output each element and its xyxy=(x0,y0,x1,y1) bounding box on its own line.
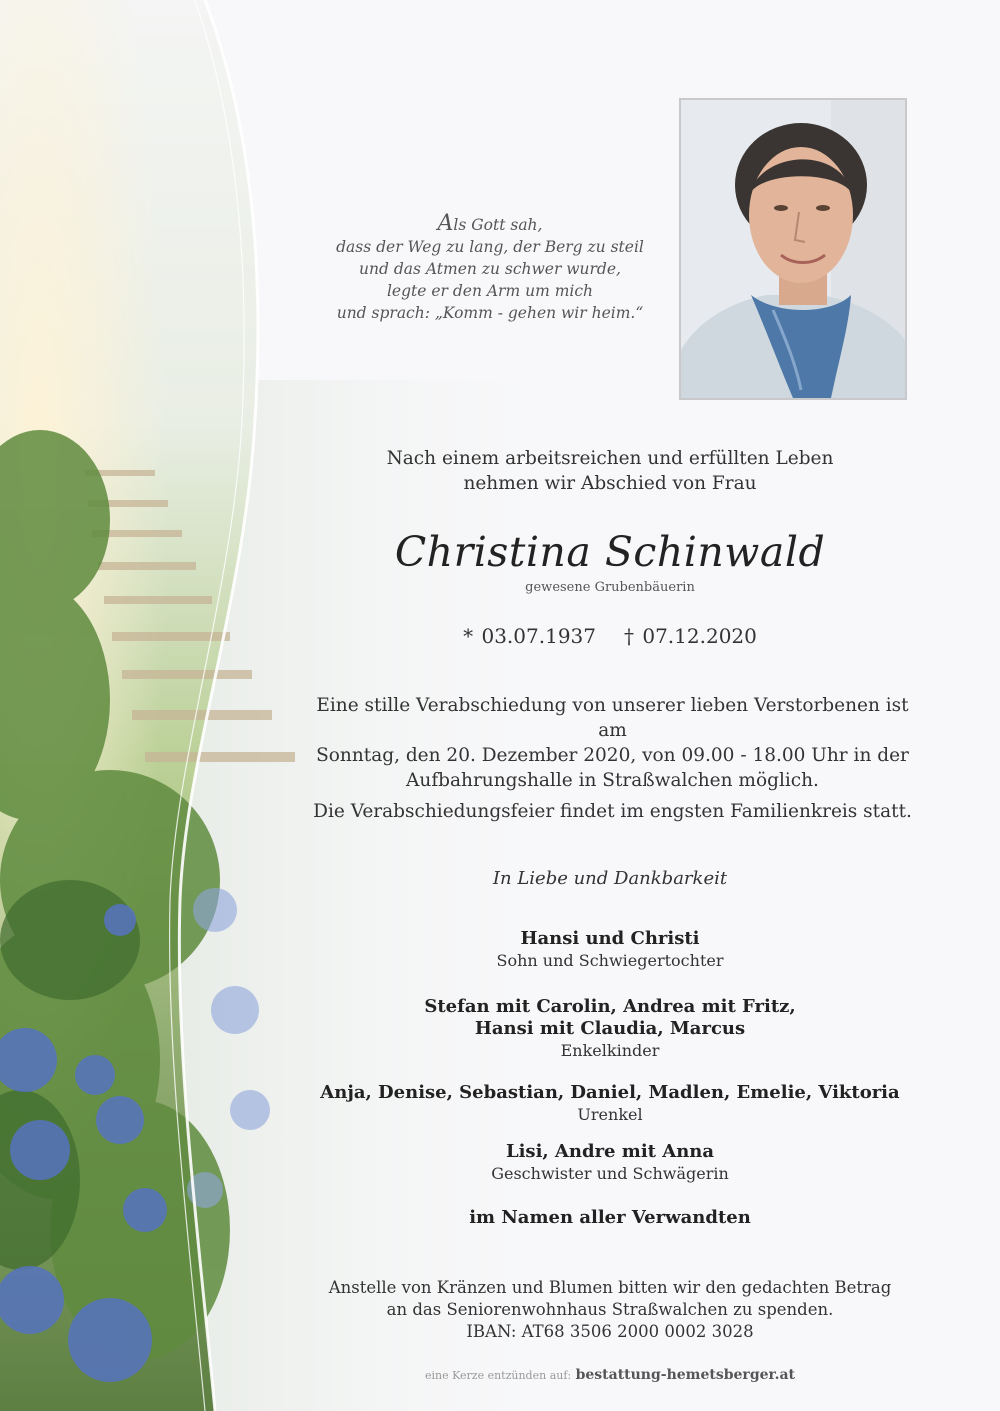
mourner-group: Hansi und Christi Sohn und Schwiegertochter xyxy=(496,928,724,970)
poem-line-3: und das Atmen zu schwer wurde, xyxy=(359,260,621,278)
poem-line-5: und sprach: „Komm - gehen wir heim.“ xyxy=(336,304,644,322)
life-dates xyxy=(300,624,920,648)
poem-line-1: Als Gott sah, xyxy=(437,211,543,236)
ceremony-note: Die Verabschiedungsfeier findet im engsten Familienkreis statt. xyxy=(313,801,912,822)
all-relatives-line: im Namen aller Verwandten xyxy=(469,1207,751,1228)
iban: IBAN: AT68 3506 2000 0002 3028 xyxy=(466,1322,754,1341)
donation-request: Anstelle von Kränzen und Blumen bitten wir den gedachten Betrag an das Seniorenwohnhaus Straßwalchen zu spenden. IBAN: AT68 3506 2000 0002 3028 xyxy=(300,1277,920,1343)
poem-line-2: dass der Weg zu lang, der Berg zu steil xyxy=(336,238,644,256)
mourner-group: Stefan mit Carolin, Andrea mit Fritz, Hansi mit Claudia, Marcus Enkelkinder xyxy=(424,996,796,1060)
poem-line-4: legte er den Arm um mich xyxy=(386,282,594,300)
mourner-group: Lisi, Andre mit Anna Geschwister und Schwägerin xyxy=(491,1141,729,1183)
deceased-occupation: gewesene Grubenbäuerin xyxy=(525,580,695,595)
thanks-line: In Liebe und Dankbarkeit xyxy=(492,868,728,889)
deceased-name: Christina Schinwald xyxy=(394,528,826,576)
portrait-image xyxy=(681,100,905,398)
footer-prefix: eine Kerze entzünden auf: xyxy=(424,1369,572,1382)
mourner-group: Anja, Denise, Sebastian, Daniel, Madlen, Emelie, Viktoria Urenkel xyxy=(320,1082,900,1124)
poem xyxy=(300,213,680,324)
death-date: † 07.12.2020 xyxy=(624,624,757,648)
farewell-announcement: Eine stille Verabschiedung von unserer lieben Verstorbenen ist am Sonntag, den 20. Dezember 2020, von 09.00 - 18.00 Uhr in der Aufbahrungshalle in Straßwalchen möglich. xyxy=(316,695,909,791)
footer xyxy=(300,1367,920,1383)
birth-date: * 03.07.1937 xyxy=(463,624,596,648)
intro-text: Nach einem arbeitsreichen und erfüllten Leben nehmen wir Abschied von Frau xyxy=(386,448,834,494)
portrait-photo xyxy=(679,98,907,400)
website-link[interactable]: bestattung-hemetsberger.at xyxy=(575,1367,796,1383)
